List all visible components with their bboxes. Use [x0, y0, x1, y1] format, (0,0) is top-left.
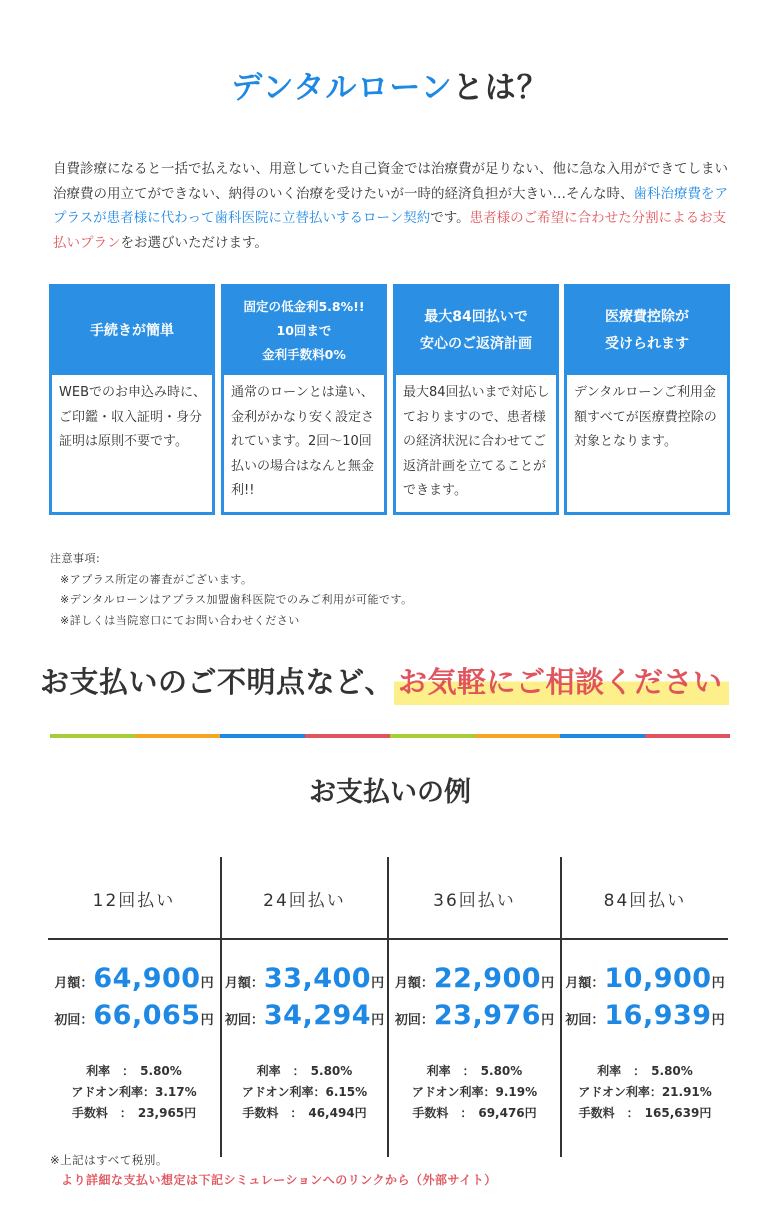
- feature-card-body: WEBでのお申込み時に、ご印鑑・収入証明・身分証明は原則不要です。: [59, 385, 206, 449]
- decorative-divider: [50, 734, 730, 738]
- fee: 手数料 ： 23,965円: [71, 1106, 197, 1120]
- first-label: 初回：: [224, 1013, 264, 1028]
- monthly-amount: [48, 963, 220, 994]
- feature-card-heading: 固定の低金利5.8%!! 10回まで 金利手数料0%: [224, 287, 384, 375]
- note-line: ※詳しくは当院窓口にてお問い合わせください: [60, 613, 300, 627]
- plan-column-84: [562, 857, 728, 1157]
- monthly-value: 10,900: [604, 963, 712, 994]
- feature-card-body: 通常のローンとは違い、金利がかなり安く設定されています。2回〜10回払いの場合はなんと無金利!!: [231, 385, 375, 498]
- first-label: 初回：: [394, 1013, 434, 1028]
- addon-rate: アドオン利率：21.91%: [578, 1085, 712, 1099]
- intro-text-3: をお選びいただけます。: [120, 234, 268, 251]
- monthly-value: 64,900: [93, 963, 201, 994]
- payment-examples-table: [48, 857, 728, 1157]
- monthly-amount: [222, 963, 387, 994]
- monthly-label: 月額：: [224, 976, 264, 991]
- interest-rate: 利率 ： 5.80%: [256, 1064, 353, 1078]
- consult-highlight: お気軽にご相談ください: [394, 660, 729, 705]
- feature-card-heading: 医療費控除が 受けられます: [567, 287, 727, 375]
- intro-text-2: です。: [430, 210, 470, 226]
- plan-column-36: [389, 857, 560, 1157]
- fee: 手数料 ： 46,494円: [242, 1106, 367, 1120]
- first-label: 初回：: [565, 1013, 605, 1028]
- page-title-highlight: デンタルローン: [231, 70, 453, 106]
- first-value: 66,065: [93, 1000, 201, 1031]
- interest-rate: 利率 ： 5.80%: [597, 1064, 693, 1078]
- plan-details: [562, 1061, 728, 1124]
- plan-column-12: [48, 857, 220, 1157]
- yen-unit: 円: [371, 976, 385, 991]
- consult-text: お支払いのご不明点など、: [40, 665, 395, 699]
- yen-unit: 円: [541, 1013, 555, 1028]
- yen-unit: 円: [711, 976, 725, 991]
- first-value: 34,294: [263, 1000, 372, 1031]
- feature-card-tax-deduction: [564, 284, 730, 515]
- interest-rate: 利率 ： 5.80%: [426, 1064, 523, 1078]
- addon-rate: アドオン利率：6.15%: [241, 1085, 368, 1099]
- note-line: ※アプラス所定の審査がございます。: [60, 572, 253, 586]
- feature-card-84-payments: [393, 284, 559, 515]
- first-value: 23,976: [433, 1000, 542, 1031]
- tax-note: ※上記はすべて税別。: [50, 1153, 168, 1167]
- notes-section: [50, 549, 413, 631]
- yen-unit: 円: [200, 1013, 214, 1028]
- feature-card-body: デンタルローンご利用金額すべてが医療費控除の対象となります。: [574, 385, 717, 449]
- plan-heading: 84回払い: [603, 890, 687, 911]
- plan-details: [389, 1061, 560, 1124]
- first-label: 初回：: [54, 1013, 94, 1028]
- intro-highlight-blue: 歯科治療費をアプラスが患者様に代わって歯科医院に立替払いするローン契約: [53, 185, 728, 226]
- note-line: ※デンタルローンはアプラス加盟歯科医院でのみご利用が可能です。: [60, 593, 413, 606]
- examples-title: お支払いの例: [309, 777, 471, 808]
- first-value: 16,939: [604, 1000, 712, 1031]
- feature-card-heading: 最大84回払いで 安心のご返済計画: [396, 287, 556, 375]
- yen-unit: 円: [541, 976, 555, 991]
- intro-paragraph: [53, 157, 729, 255]
- yen-unit: 円: [200, 976, 214, 991]
- first-amount: [562, 1000, 728, 1031]
- interest-rate: 利率 ： 5.80%: [86, 1064, 182, 1078]
- monthly-amount: [389, 963, 560, 994]
- monthly-label: 月額：: [54, 976, 94, 991]
- monthly-amount: [562, 963, 728, 994]
- consult-heading: [40, 660, 729, 710]
- simulation-link-note: より詳細な支払い想定は下記シミュレーションへのリンクから（外部サイト）: [61, 1173, 497, 1187]
- plan-details: [222, 1061, 387, 1124]
- fee: 手数料 ： 69,476円: [412, 1106, 537, 1120]
- yen-unit: 円: [371, 1013, 385, 1028]
- monthly-value: 33,400: [263, 963, 372, 994]
- feature-cards: [49, 284, 730, 515]
- notes-title: 注意事項:: [50, 552, 101, 565]
- plan-heading: 24回払い: [263, 890, 346, 911]
- plan-column-24: [222, 857, 387, 1157]
- page-title: [0, 62, 780, 107]
- first-amount: [389, 1000, 560, 1031]
- intro-text-1: 自費診療になると一括で払えない、用意していた自己資金では治療費が足りない、他に急な入用ができてしまい治療費の用立てができない、納得のいく治療を受けたいが一時的経済負担が大きい…そんな時、: [53, 161, 728, 202]
- feature-card-low-rate: [221, 284, 387, 515]
- feature-card-body: 最大84回払いまで対応しておりますので、患者様の経済状況に合わせてご返済計画を立てることができます。: [403, 385, 550, 498]
- first-amount: [222, 1000, 387, 1031]
- monthly-value: 22,900: [433, 963, 542, 994]
- plan-details: [48, 1061, 220, 1124]
- addon-rate: アドオン利率：3.17%: [71, 1085, 197, 1099]
- intro-highlight-red: 患者様のご希望に合わせた分割によるお支払いプラン: [53, 210, 727, 251]
- fee: 手数料 ： 165,639円: [578, 1106, 712, 1120]
- feature-card-easy: [49, 284, 215, 515]
- first-amount: [48, 1000, 220, 1031]
- monthly-label: 月額：: [394, 976, 434, 991]
- plan-heading: 36回払い: [433, 890, 516, 911]
- monthly-label: 月額：: [565, 976, 605, 991]
- yen-unit: 円: [711, 1013, 725, 1028]
- addon-rate: アドオン利率：9.19%: [411, 1085, 538, 1099]
- plan-heading: 12回払い: [92, 890, 176, 911]
- feature-card-heading: 手続きが簡単: [52, 287, 212, 375]
- page-title-suffix: とは？: [452, 70, 549, 106]
